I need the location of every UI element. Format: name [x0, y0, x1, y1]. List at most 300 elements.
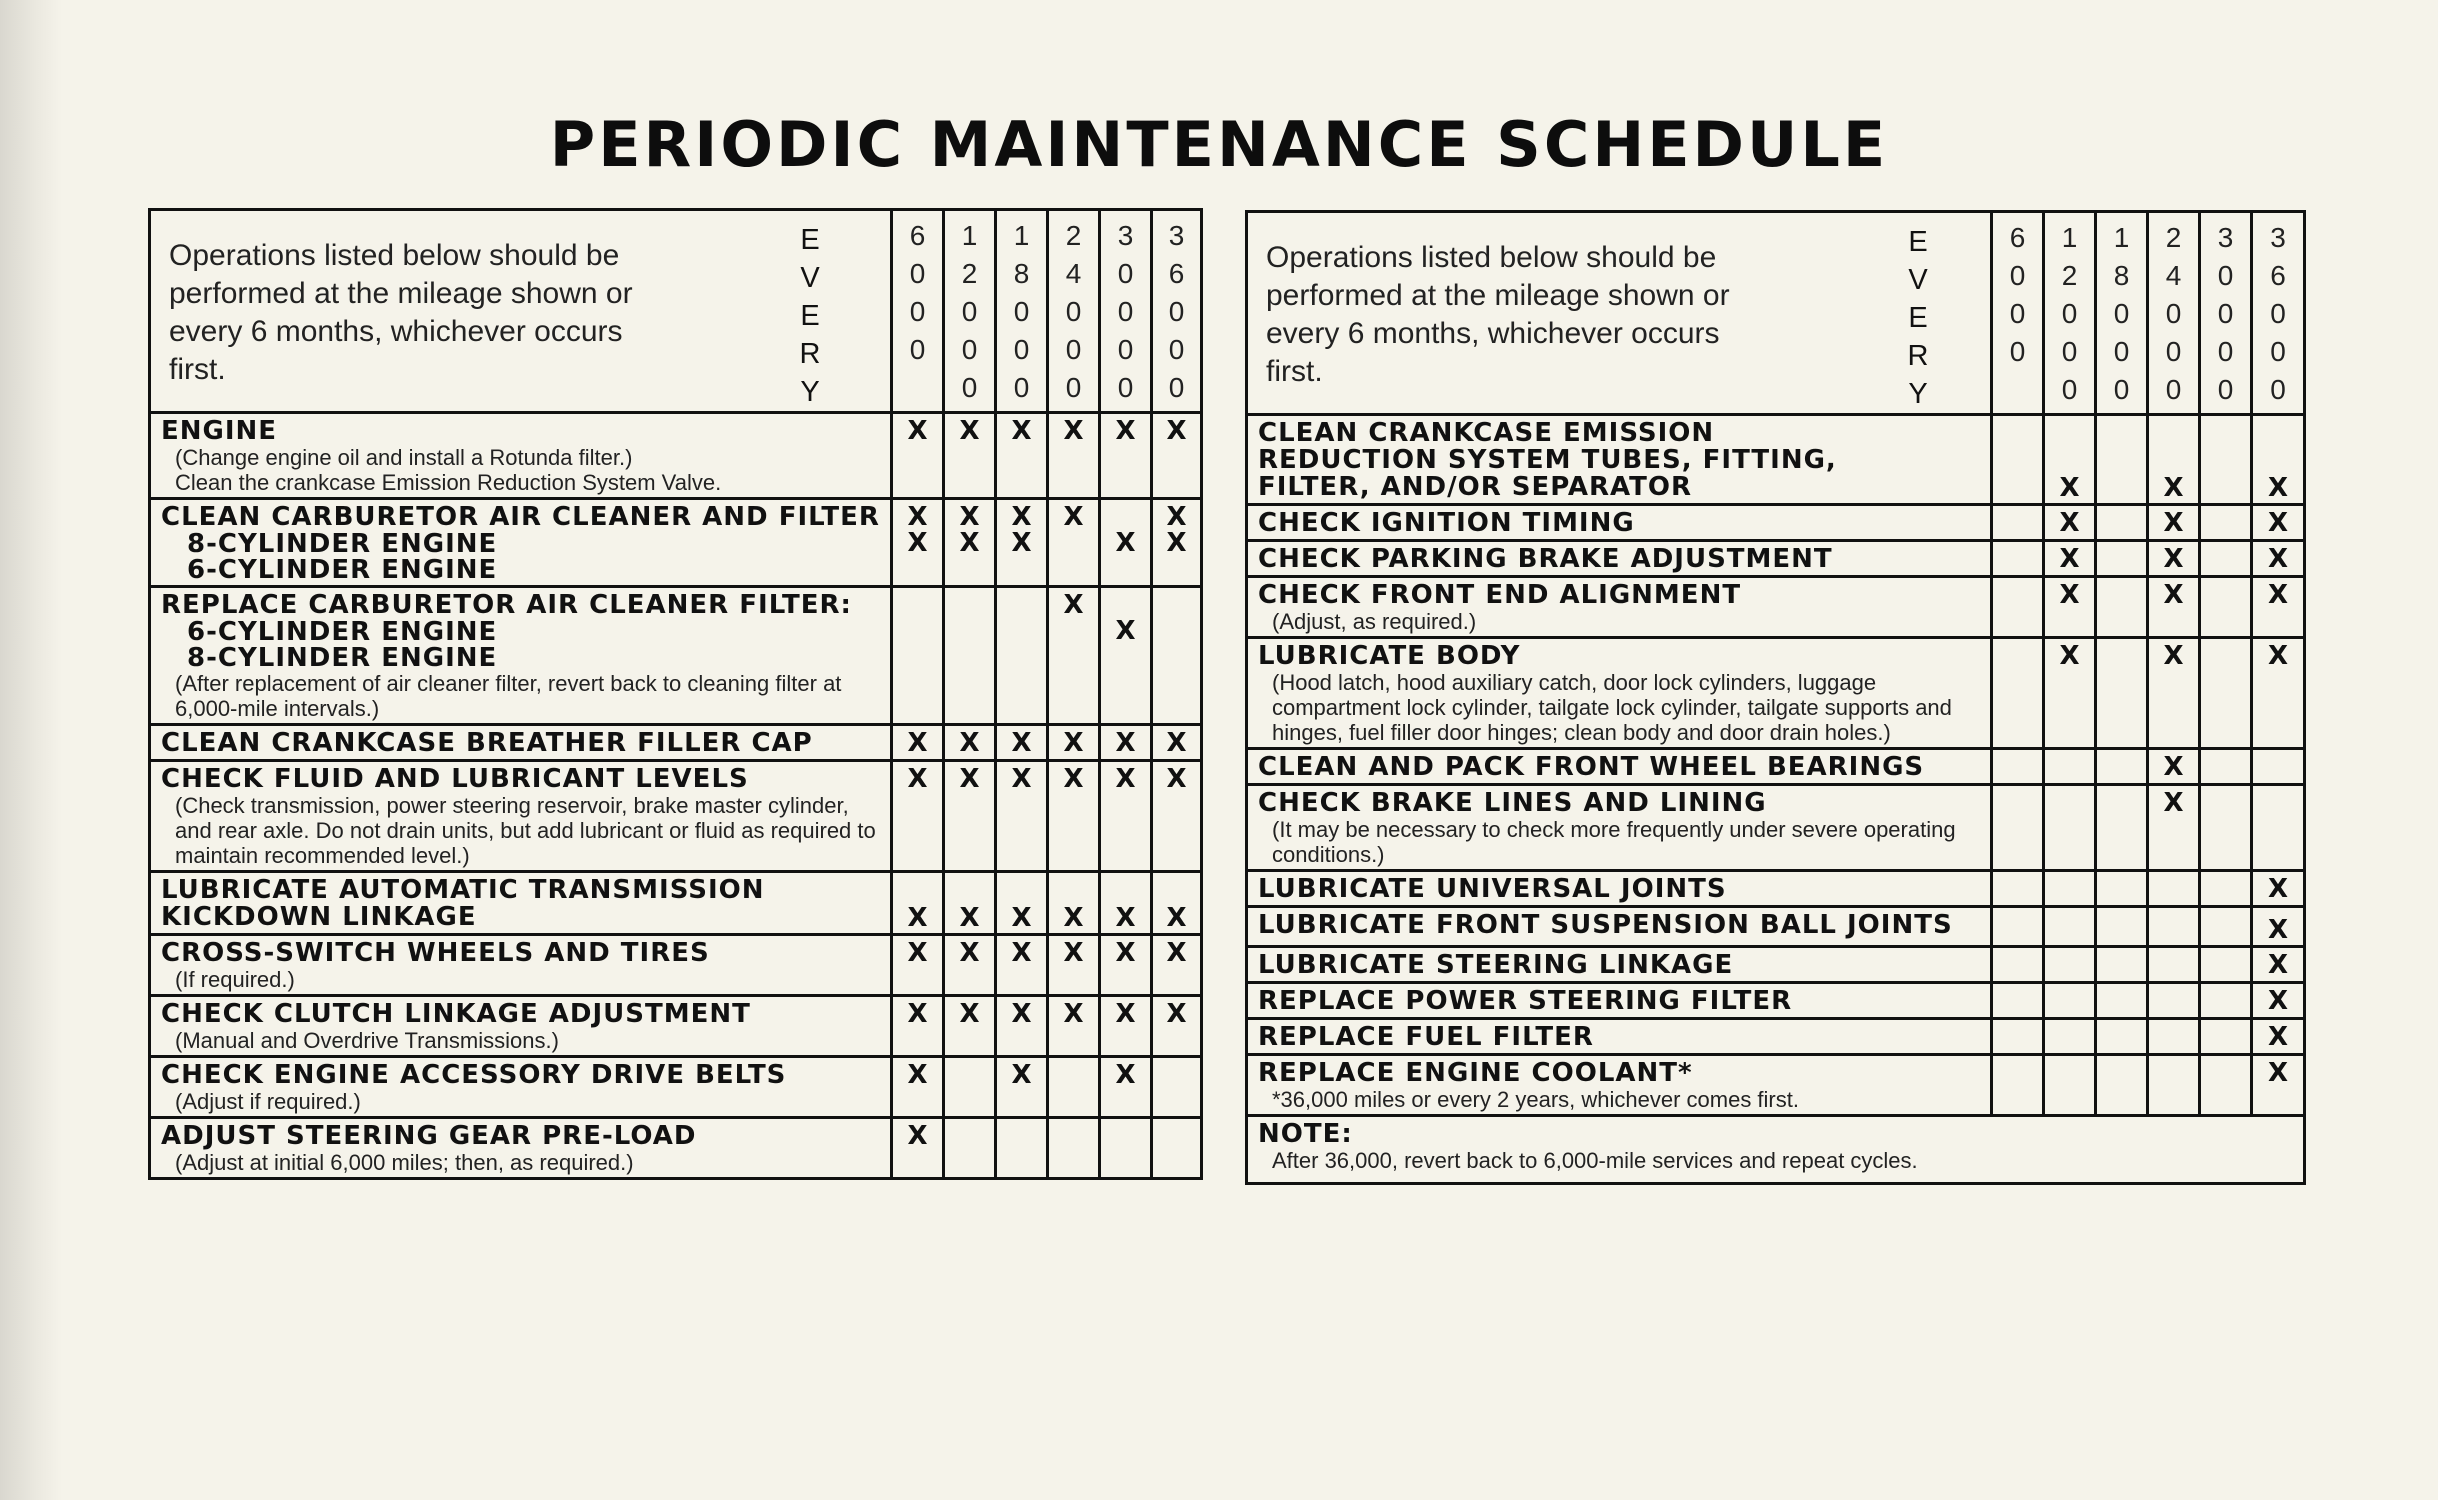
- blank-mark: [1101, 592, 1150, 618]
- every-letter: E: [1908, 226, 1928, 258]
- x-mark: X: [2267, 950, 2289, 980]
- mark-cell: [2096, 749, 2148, 785]
- x-mark: X: [959, 903, 980, 933]
- operation-title: ADJUST STEERING GEAR PRE-LOAD: [161, 1121, 697, 1151]
- mileage-digit: 0: [1117, 372, 1134, 403]
- x-mark: X: [907, 938, 928, 968]
- mileage-digit: 0: [2009, 260, 2026, 291]
- blank-mark: [1153, 618, 1200, 644]
- operation-title: LUBRICATE FRONT SUSPENSION BALL JOINTS: [1258, 910, 1953, 940]
- mark-cell: [2044, 415, 2096, 505]
- mark-cell: [1048, 872, 1100, 935]
- operation-cell: [150, 413, 892, 499]
- mileage-digit: 0: [1065, 296, 1082, 327]
- operation-cell: [1247, 541, 1992, 577]
- x-mark: X: [1115, 938, 1136, 968]
- mileage-digit: 0: [1168, 334, 1185, 365]
- operation-title: LUBRICATE UNIVERSAL JOINTS: [1258, 874, 1727, 904]
- mileage-header: [944, 210, 996, 413]
- operation-cell: [150, 587, 892, 725]
- left-schedule-table: [148, 208, 1203, 1180]
- x-mark: X: [2267, 641, 2289, 671]
- operation-title: CHECK CLUTCH LINKAGE ADJUSTMENT: [161, 999, 751, 1029]
- mark-cell: [1048, 1057, 1100, 1118]
- mileage-digit: 1: [961, 220, 978, 251]
- mileage-digit: 0: [1013, 296, 1030, 327]
- mileage-digit: 0: [2165, 374, 2182, 405]
- mileage-digit: 0: [2009, 298, 2026, 329]
- mark-cell: [2044, 638, 2096, 749]
- blank-mark: [2253, 790, 2303, 816]
- engine-variant: 6-CYLINDER ENGINE: [187, 617, 498, 647]
- mark-cell: [1992, 1019, 2044, 1055]
- mark-cell: [944, 996, 996, 1057]
- note-cell: [1247, 1116, 2305, 1184]
- x-mark: X: [907, 1121, 928, 1151]
- mark-cell: [1048, 996, 1100, 1057]
- x-mark: X: [2267, 986, 2289, 1016]
- mark-cell: [1992, 749, 2044, 785]
- blank-mark: [2149, 1060, 2198, 1086]
- mark-cell: [2252, 415, 2305, 505]
- every-label: [790, 215, 830, 411]
- mileage-digit: 3: [2270, 222, 2286, 253]
- operation-cell: [150, 872, 892, 935]
- x-mark: X: [1063, 764, 1084, 794]
- mark-cell: [1048, 587, 1100, 725]
- blank-mark: [945, 592, 994, 618]
- x-mark: X: [2267, 915, 2289, 945]
- mark-cell: [1152, 761, 1202, 872]
- operation-title: ENGINE: [161, 416, 278, 446]
- mark-cell: [892, 725, 944, 761]
- mark-cell: [2148, 415, 2200, 505]
- page-title: PERIODIC MAINTENANCE SCHEDULE: [549, 108, 1889, 181]
- mark-cell: [1152, 587, 1202, 725]
- mileage-digit: 0: [2217, 336, 2234, 367]
- x-mark: X: [2059, 580, 2080, 610]
- blank-mark: [1993, 475, 2042, 501]
- blank-mark: [2201, 952, 2250, 978]
- x-mark: X: [1115, 728, 1136, 758]
- mark-cell: [2096, 577, 2148, 638]
- mark-cell: [1048, 761, 1100, 872]
- blank-mark: [2201, 876, 2250, 902]
- mark-cell: [2252, 638, 2305, 749]
- blank-mark: [1993, 1024, 2042, 1050]
- x-mark: X: [1011, 728, 1032, 758]
- note-text: After 36,000, revert back to 6,000-mile services and repeat cycles.: [1272, 1148, 1918, 1173]
- schedule-row: [1247, 541, 2305, 577]
- blank-mark: [2201, 754, 2250, 780]
- mark-cell: [2096, 638, 2148, 749]
- schedule-row: [1247, 983, 2305, 1019]
- mark-cell: [1100, 872, 1152, 935]
- blank-mark: [1049, 618, 1098, 644]
- blank-mark: [2149, 876, 2198, 902]
- mileage-digit: 0: [2270, 336, 2286, 367]
- mark-cell: [2200, 415, 2252, 505]
- schedule-row: [150, 761, 1202, 872]
- operation-cell: [150, 761, 892, 872]
- x-mark: X: [2163, 788, 2184, 818]
- mark-cell: [944, 1118, 996, 1179]
- header-instructions: Operations listed below should be performed at the mileage shown or every 6 months, whichever occurs first.: [1266, 241, 1730, 388]
- mileage-digit: 0: [2217, 374, 2234, 405]
- x-mark: X: [1063, 416, 1084, 446]
- blank-mark: [1993, 546, 2042, 572]
- mileage-digit: 0: [1117, 296, 1134, 327]
- x-mark: X: [1166, 528, 1187, 558]
- x-mark: X: [907, 764, 928, 794]
- schedule-row: [150, 499, 1202, 587]
- mileage-digit: 0: [2270, 374, 2286, 405]
- mark-cell: [892, 872, 944, 935]
- mark-cell: [2200, 749, 2252, 785]
- blank-mark: [893, 618, 942, 644]
- x-mark: X: [1115, 1060, 1136, 1090]
- blank-mark: [2045, 1024, 2094, 1050]
- header-cell: [1247, 212, 1992, 415]
- mark-cell: [2200, 1019, 2252, 1055]
- mark-cell: [2252, 871, 2305, 907]
- mark-cell: [2200, 871, 2252, 907]
- mark-cell: [2200, 947, 2252, 983]
- mileage-digit: 0: [961, 296, 978, 327]
- mileage-digit: 0: [961, 334, 978, 365]
- blank-mark: [1101, 1123, 1150, 1149]
- mark-cell: [1992, 1055, 2044, 1116]
- mark-cell: [2148, 541, 2200, 577]
- every-letter: E: [800, 224, 820, 256]
- mark-cell: [1152, 725, 1202, 761]
- mark-cell: [1992, 505, 2044, 541]
- mark-cell: [2044, 1055, 2096, 1116]
- operation-cell: [1247, 1055, 1992, 1116]
- mark-cell: [892, 587, 944, 725]
- blank-mark: [2201, 475, 2250, 501]
- x-mark: X: [1166, 903, 1187, 933]
- operation-cell: [150, 725, 892, 761]
- mark-cell: [1100, 725, 1152, 761]
- mileage-digit: 6: [2270, 260, 2286, 291]
- schedule-row: [1247, 577, 2305, 638]
- operation-title: REPLACE FUEL FILTER: [1258, 1022, 1594, 1052]
- mark-cell: [944, 499, 996, 587]
- mark-cell: [2096, 415, 2148, 505]
- mark-cell: [2044, 1019, 2096, 1055]
- blank-mark: [1993, 1060, 2042, 1086]
- blank-mark: [2045, 917, 2094, 943]
- mileage-digit: 1: [2061, 222, 2078, 253]
- mark-cell: [2044, 505, 2096, 541]
- mark-cell: [1992, 785, 2044, 871]
- mileage-digit: 0: [909, 334, 926, 365]
- every-letter: Y: [1908, 378, 1928, 410]
- x-mark: X: [2267, 580, 2289, 610]
- mileage-digit: 0: [2113, 336, 2130, 367]
- mark-cell: [1152, 413, 1202, 499]
- x-mark: X: [1166, 502, 1187, 532]
- x-mark: X: [907, 903, 928, 933]
- operation-note: (Check transmission, power steering reservoir, brake master cylinder, and rear axle. Do not drain units, but add lubricant or fluid as required to maintain recommended level.): [175, 793, 876, 868]
- blank-mark: [2201, 643, 2250, 669]
- blank-mark: [2097, 754, 2146, 780]
- schedule-row: [1247, 947, 2305, 983]
- mark-cell: [892, 935, 944, 996]
- mileage-digit: 0: [909, 258, 926, 289]
- x-mark: X: [2059, 508, 2080, 538]
- mark-cell: [2096, 947, 2148, 983]
- blank-mark: [2097, 988, 2146, 1014]
- operation-cell: [150, 499, 892, 587]
- mileage-digit: 6: [2009, 222, 2026, 253]
- mark-cell: [2096, 871, 2148, 907]
- every-letter: R: [1907, 340, 1929, 372]
- x-mark: X: [959, 938, 980, 968]
- mark-cell: [2200, 785, 2252, 871]
- operation-cell: [1247, 983, 1992, 1019]
- mileage-digit: 0: [1117, 258, 1134, 289]
- mileage-digit: 6: [1168, 258, 1185, 289]
- x-mark: X: [1115, 616, 1136, 646]
- operation-note: (Adjust, as required.): [1272, 609, 1477, 634]
- x-mark: X: [959, 528, 980, 558]
- x-mark: X: [959, 764, 980, 794]
- operation-title: REPLACE POWER STEERING FILTER: [1258, 986, 1793, 1016]
- schedule-row: [1247, 415, 2305, 505]
- mileage-digit: 6: [909, 220, 926, 251]
- mark-cell: [944, 413, 996, 499]
- mark-cell: [2200, 983, 2252, 1019]
- operation-cell: [150, 1118, 892, 1179]
- mileage-digit: 0: [1117, 334, 1134, 365]
- x-mark: X: [1011, 764, 1032, 794]
- schedule-row: [150, 935, 1202, 996]
- x-mark: X: [1166, 999, 1187, 1029]
- schedule-row: [1247, 871, 2305, 907]
- x-mark: X: [2267, 473, 2289, 503]
- mark-cell: [2252, 577, 2305, 638]
- mark-cell: [1992, 907, 2044, 947]
- x-mark: X: [2267, 1022, 2289, 1052]
- mark-cell: [1048, 413, 1100, 499]
- blank-mark: [2097, 643, 2146, 669]
- blank-mark: [1993, 988, 2042, 1014]
- mark-cell: [2044, 541, 2096, 577]
- operation-cell: [150, 935, 892, 996]
- blank-mark: [2045, 1060, 2094, 1086]
- blank-mark: [997, 592, 1046, 618]
- right-schedule-table: [1245, 210, 2306, 1185]
- blank-mark: [1153, 1062, 1200, 1088]
- engine-variant: 8-CYLINDER ENGINE: [187, 643, 498, 673]
- x-mark: X: [959, 416, 980, 446]
- x-mark: X: [1166, 416, 1187, 446]
- mark-cell: [2148, 907, 2200, 947]
- every-letter: V: [1908, 264, 1928, 296]
- operation-note: (It may be necessary to check more frequently under severe operating conditions.): [1272, 817, 1956, 867]
- mark-cell: [1152, 996, 1202, 1057]
- mileage-header: [892, 210, 944, 413]
- mark-cell: [2148, 749, 2200, 785]
- blank-mark: [2253, 754, 2303, 780]
- mark-cell: [2200, 505, 2252, 541]
- x-mark: X: [2163, 473, 2184, 503]
- blank-mark: [2045, 952, 2094, 978]
- mark-cell: [996, 587, 1048, 725]
- operation-title: CHECK BRAKE LINES AND LINING: [1258, 788, 1767, 818]
- operation-title: CROSS-SWITCH WHEELS AND TIRES: [161, 938, 710, 968]
- mark-cell: [1152, 1118, 1202, 1179]
- x-mark: X: [1011, 528, 1032, 558]
- mark-cell: [2200, 907, 2252, 947]
- blank-mark: [1993, 582, 2042, 608]
- mark-cell: [2096, 541, 2148, 577]
- mileage-digit: 0: [1013, 334, 1030, 365]
- blank-mark: [1049, 1062, 1098, 1088]
- mileage-digit: 0: [2165, 298, 2182, 329]
- x-mark: X: [2059, 473, 2080, 503]
- schedule-row: [1247, 1019, 2305, 1055]
- mark-cell: [2096, 505, 2148, 541]
- blank-mark: [2201, 510, 2250, 536]
- x-mark: X: [1063, 728, 1084, 758]
- operation-title: REPLACE ENGINE COOLANT*: [1258, 1058, 1693, 1088]
- x-mark: X: [1063, 590, 1084, 620]
- x-mark: X: [1011, 903, 1032, 933]
- x-mark: X: [2059, 641, 2080, 671]
- blank-mark: [2097, 876, 2146, 902]
- every-letter: V: [800, 262, 820, 294]
- mark-cell: [892, 1118, 944, 1179]
- mileage-digit: 4: [1065, 258, 1082, 289]
- mark-cell: [944, 872, 996, 935]
- operation-cell: [150, 1057, 892, 1118]
- schedule-row: [1247, 638, 2305, 749]
- mileage-header: [2044, 212, 2096, 415]
- mark-cell: [1992, 947, 2044, 983]
- blank-mark: [2149, 917, 2198, 943]
- x-mark: X: [959, 728, 980, 758]
- mileage-digit: 0: [1065, 334, 1082, 365]
- mark-cell: [1100, 413, 1152, 499]
- mileage-digit: 4: [2165, 260, 2182, 291]
- blank-mark: [945, 618, 994, 644]
- blank-mark: [997, 618, 1046, 644]
- blank-mark: [2201, 917, 2250, 943]
- x-mark: X: [1166, 938, 1187, 968]
- engine-variant: 8-CYLINDER ENGINE: [187, 529, 498, 559]
- x-mark: X: [1063, 502, 1084, 532]
- blank-mark: [2045, 876, 2094, 902]
- blank-mark: [1049, 1123, 1098, 1149]
- x-mark: X: [2059, 544, 2080, 574]
- operation-title: CHECK FLUID AND LUBRICANT LEVELS: [161, 764, 749, 794]
- mileage-digit: 0: [1013, 372, 1030, 403]
- mileage-header: [2252, 212, 2305, 415]
- mark-cell: [996, 413, 1048, 499]
- every-letter: Y: [800, 376, 820, 408]
- mileage-digit: 2: [961, 258, 978, 289]
- blank-mark: [2097, 1060, 2146, 1086]
- operation-cell: [1247, 871, 1992, 907]
- operation-cell: [1247, 415, 1992, 505]
- mark-cell: [2252, 983, 2305, 1019]
- blank-mark: [1101, 504, 1150, 530]
- blank-mark: [2097, 475, 2146, 501]
- mileage-digit: 8: [2113, 260, 2130, 291]
- blank-mark: [1153, 1123, 1200, 1149]
- blank-mark: [2201, 546, 2250, 572]
- operation-cell: [1247, 638, 1992, 749]
- x-mark: X: [907, 416, 928, 446]
- x-mark: X: [2267, 1058, 2289, 1088]
- mileage-digit: 0: [2061, 298, 2078, 329]
- x-mark: X: [1063, 999, 1084, 1029]
- mark-cell: [2044, 907, 2096, 947]
- note-row: [1247, 1116, 2305, 1184]
- mileage-digit: 0: [909, 296, 926, 327]
- operation-note: (Adjust if required.): [175, 1089, 361, 1114]
- blank-mark: [1993, 917, 2042, 943]
- mark-cell: [996, 499, 1048, 587]
- schedule-row: [1247, 907, 2305, 947]
- mark-cell: [2148, 577, 2200, 638]
- x-mark: X: [1063, 938, 1084, 968]
- schedule-row: [1247, 785, 2305, 871]
- mileage-digit: 0: [1168, 372, 1185, 403]
- blank-mark: [1993, 876, 2042, 902]
- blank-mark: [2149, 1024, 2198, 1050]
- schedule-row: [150, 725, 1202, 761]
- mileage-header: [1152, 210, 1202, 413]
- blank-mark: [893, 592, 942, 618]
- blank-mark: [2149, 988, 2198, 1014]
- operation-title: CLEAN CRANKCASE BREATHER FILLER CAP: [161, 728, 813, 758]
- schedule-row: [1247, 505, 2305, 541]
- blank-mark: [1993, 510, 2042, 536]
- blank-mark: [2045, 988, 2094, 1014]
- x-mark: X: [1011, 1060, 1032, 1090]
- mark-cell: [996, 1118, 1048, 1179]
- x-mark: X: [1115, 528, 1136, 558]
- mileage-digit: 0: [1065, 372, 1082, 403]
- operation-note: (Manual and Overdrive Transmissions.): [175, 1028, 559, 1053]
- mark-cell: [1992, 541, 2044, 577]
- operation-title: CLEAN AND PACK FRONT WHEEL BEARINGS: [1258, 752, 1925, 782]
- mark-cell: [1152, 1057, 1202, 1118]
- mark-cell: [892, 1057, 944, 1118]
- mark-cell: [2148, 983, 2200, 1019]
- operation-cell: [1247, 785, 1992, 871]
- mark-cell: [1048, 725, 1100, 761]
- operation-title: LUBRICATE STEERING LINKAGE: [1258, 950, 1734, 980]
- mark-cell: [2252, 749, 2305, 785]
- mark-cell: [2200, 638, 2252, 749]
- x-mark: X: [1166, 764, 1187, 794]
- operation-cell: [1247, 577, 1992, 638]
- operation-title: CLEAN CRANKCASE EMISSION REDUCTION SYSTEM TUBES, FITTING, FILTER, AND/OR SEPARATOR: [1258, 418, 1837, 502]
- schedule-row: [150, 587, 1202, 725]
- mark-cell: [944, 935, 996, 996]
- engine-variant: 6-CYLINDER ENGINE: [187, 555, 498, 585]
- mark-cell: [2200, 541, 2252, 577]
- blank-mark: [945, 1062, 994, 1088]
- mark-cell: [944, 761, 996, 872]
- mark-cell: [996, 1057, 1048, 1118]
- mark-cell: [944, 587, 996, 725]
